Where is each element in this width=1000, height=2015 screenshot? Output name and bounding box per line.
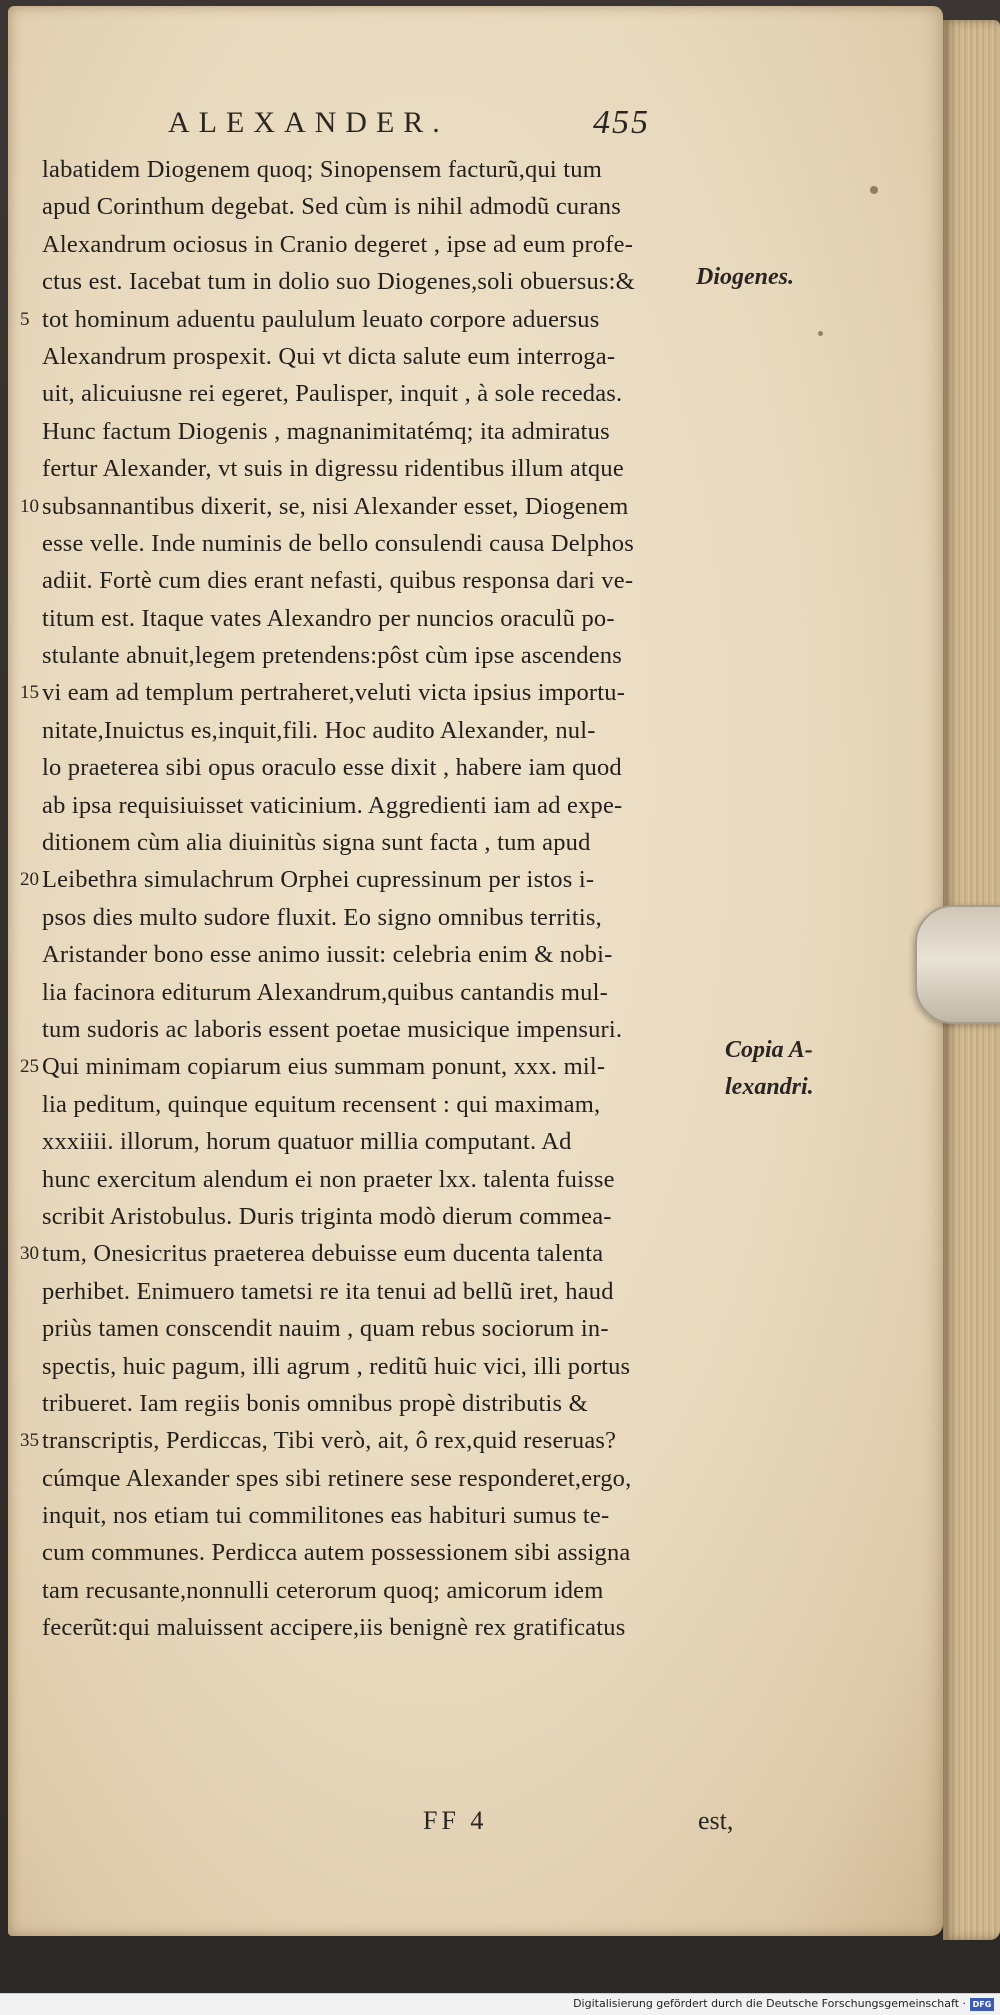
text-line [20,263,735,300]
line-number: 15 [20,682,39,704]
page-number: 455 [593,104,650,141]
page-clip [915,905,1000,1024]
text-line [20,1460,735,1497]
text-line [20,1048,735,1085]
body-text [20,151,735,1647]
text-line [20,600,735,637]
text-line [20,1310,735,1347]
text-line [20,1609,735,1646]
text-line [20,787,735,824]
line-text: vi eam ad templum pertraheret,veluti victa ipsius importu- [42,679,626,707]
text-line [20,525,735,562]
text-line [20,861,735,898]
text-line [20,1348,735,1385]
line-text: cúmque Alexander spes sibi retinere sese responderet,ergo, [42,1464,632,1492]
text-line [20,562,735,599]
text-line [20,413,735,450]
text-line [20,375,735,412]
line-text: tribueret. Iam regiis bonis omnibus propè distributis & [42,1389,588,1417]
line-text: Qui minimam copiarum eius summam ponunt, xxx. mil- [42,1053,606,1081]
line-text: cum communes. Perdicca autem possessionem sibi assigna [42,1539,631,1567]
text-line [20,974,735,1011]
signature-mark: FF 4 [423,1806,488,1835]
text-line [20,1385,735,1422]
line-text: lia facinora editurum Alexandrum,quibus cantandis mul- [42,978,608,1006]
line-text: tot hominum aduentu paululum leuato corpore aduersus [42,305,600,333]
line-text: scribit Aristobulus. Duris triginta modò dierum commea- [42,1202,612,1230]
line-text: ctus est. Iacebat tum in dolio suo Diogenes,soli obuersus:& [42,268,635,296]
text-line [20,1422,735,1459]
line-text: adiit. Fortè cum dies erant nefasti, quibus responsa dari ve- [42,567,634,595]
text-line [20,637,735,674]
credit-bar [0,1993,1000,2015]
line-text: apud Corinthum degebat. Sed cùm is nihil admodũ curans [42,193,621,221]
running-title: ALEXANDER. [168,106,449,139]
line-text: nitate,Inuictus es,inquit,fili. Hoc audito Alexander, nul- [42,716,596,744]
catchword: est, [698,1806,734,1835]
book-page [8,6,943,1936]
text-line [20,712,735,749]
line-text: fertur Alexander, vt suis in digressu ridentibus illum atque [42,455,624,483]
line-number: 20 [20,869,39,891]
line-number: 25 [20,1056,39,1078]
line-text: psos dies multo sudore fluxit. Eo signo omnibus territis, [42,903,602,931]
line-text: lia peditum, quinque equitum recensent : qui maximam, [42,1090,601,1118]
line-text: inquit, nos etiam tui commilitones eas habituri sumus te- [42,1502,610,1530]
line-text: stulante abnuit,legem pretendens:pôst cùm ipse ascendens [42,642,622,670]
text-line [20,1123,735,1160]
line-text: fecerũt:qui maluissent accipere,iis benignè rex gratificatus [42,1614,626,1642]
line-text: uit, alicuiusne rei egeret, Paulisper, inquit , à sole recedas. [42,380,623,408]
line-text: lo praeterea sibi opus oraculo esse dixit , habere iam quod [42,754,622,782]
text-line [20,151,735,188]
text-line [20,1011,735,1048]
line-text: priùs tamen conscendit nauim , quam rebus sociorum in- [42,1315,609,1343]
line-number: 5 [20,308,30,330]
text-line [20,1161,735,1198]
line-text: esse velle. Inde numinis de bello consulendi causa Delphos [42,529,634,557]
line-text: tam recusante,nonnulli ceterorum quoq; amicorum idem [42,1576,604,1604]
line-text: Leibethra simulachrum Orphei cupressinum per istos i- [42,866,595,894]
line-text: hunc exercitum alendum ei non praeter lxx. talenta fuisse [42,1165,615,1193]
text-line [20,450,735,487]
line-text: tum, Onesicritus praeterea debuisse eum ducenta talenta [42,1240,604,1268]
ink-spot [870,186,878,194]
line-number: 10 [20,495,39,517]
text-line [20,674,735,711]
line-number: 30 [20,1243,39,1265]
line-text: ditionem cùm alia diuinitùs signa sunt facta , tum apud [42,829,591,857]
text-line [20,1534,735,1571]
running-header [168,106,688,146]
line-text: Hunc factum Diogenis , magnanimitatémq; ita admiratus [42,417,610,445]
text-line [20,338,735,375]
marginal-note-diogenes: Diogenes. [696,264,794,290]
line-text: Alexandrum ociosus in Cranio degeret , ipse ad eum profe- [42,230,634,258]
line-text: tum sudoris ac laboris essent poetae musicique impensuri. [42,1015,623,1043]
text-line [20,226,735,263]
line-text: subsannantibus dixerit, se, nisi Alexander esset, Diogenem [42,492,629,520]
text-line [20,488,735,525]
marginal-note-copia-line2: lexandri. [725,1074,814,1100]
text-line [20,1273,735,1310]
text-line [20,301,735,338]
line-text: perhibet. Enimuero tametsi re ita tenui ad bellũ iret, haud [42,1277,614,1305]
line-text: titum est. Itaque vates Alexandro per nuncios oraculũ po- [42,604,615,632]
text-line [20,1572,735,1609]
line-text: spectis, huic pagum, illi agrum , reditũ huic vici, illi portus [42,1352,631,1380]
text-line [20,936,735,973]
line-text: xxxiiii. illorum, horum quatuor millia computant. Ad [42,1128,572,1156]
line-text: ab ipsa requisiuisset vaticinium. Aggredienti iam ad expe- [42,791,623,819]
text-line [20,824,735,861]
text-line [20,1235,735,1272]
text-line [20,749,735,786]
text-line [20,1086,735,1123]
credit-text: Digitalisierung gefördert durch die Deutsche Forschungsgemeinschaft · [573,1997,966,2010]
line-text: labatidem Diogenem quoq; Sinopensem facturũ,qui tum [42,156,602,183]
text-line [20,1198,735,1235]
line-text: transcriptis, Perdiccas, Tibi verò, ait, ô rex,quid reseruas? [42,1427,617,1455]
ink-spot [818,331,823,336]
text-line [20,1497,735,1534]
dfg-logo: DFG [970,1998,994,2011]
marginal-note-copia-line1: Copia A- [725,1037,813,1063]
line-text: Alexandrum prospexit. Qui vt dicta salute eum interroga- [42,342,616,370]
text-line [20,188,735,225]
text-line [20,899,735,936]
line-text: Aristander bono esse animo iussit: celebria enim & nobi- [42,941,613,969]
line-number: 35 [20,1430,39,1452]
